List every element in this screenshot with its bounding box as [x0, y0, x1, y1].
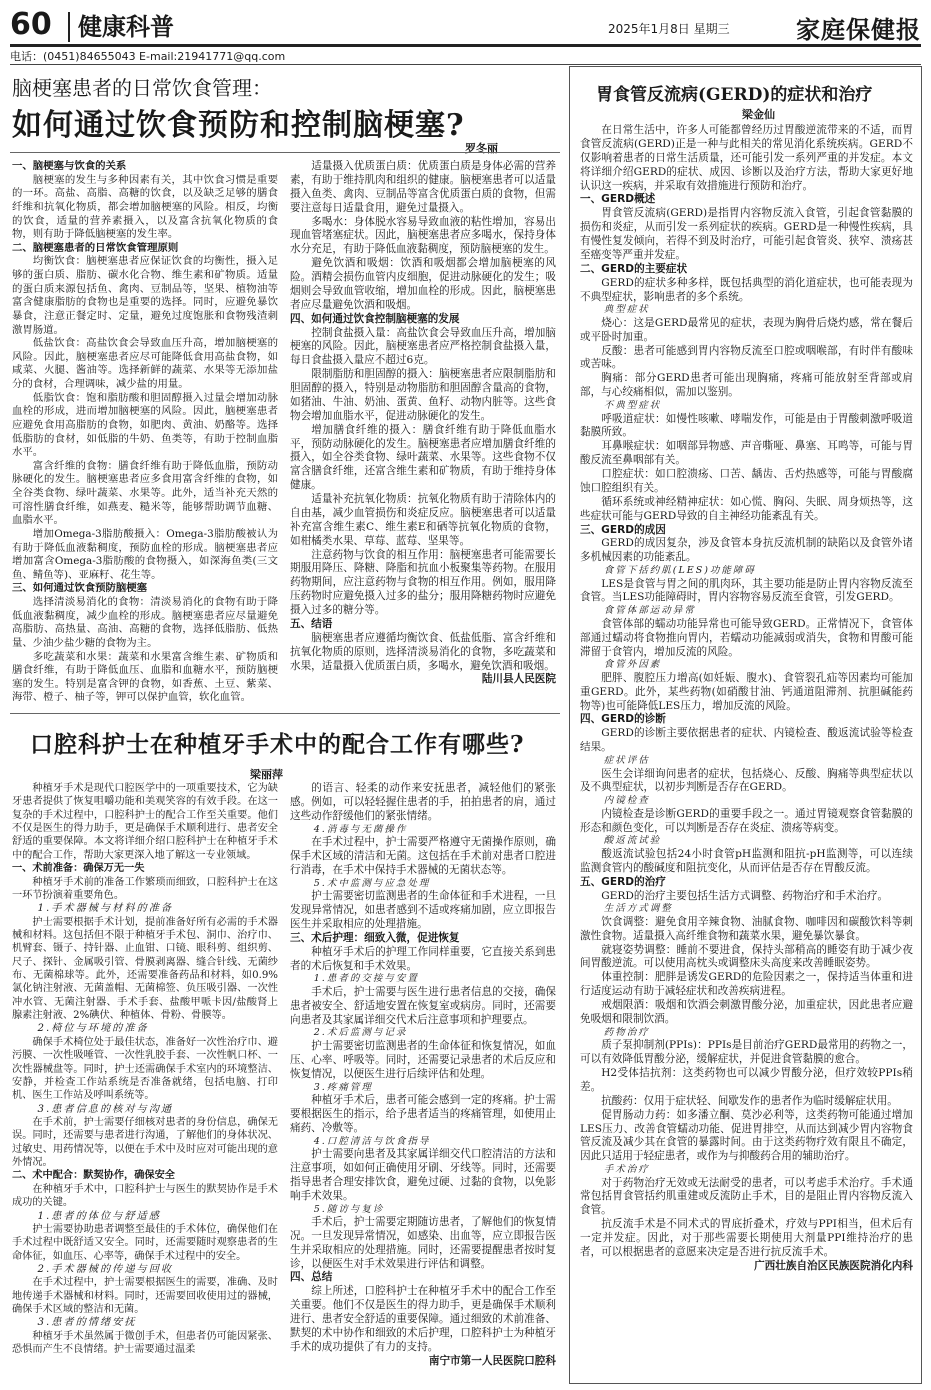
paragraph: 种植牙手术前的准备工作繁琐而细致，口腔科护士在这一环节扮演着重要角色。	[12, 876, 278, 901]
paragraph: 体重控制：肥胖是诱发GERD的危险因素之一，保持适当体重和进行适度运动有助于减轻症状和改善疾病进程。	[580, 971, 913, 998]
masthead-rule	[10, 44, 921, 47]
subsection-heading: 手术治疗	[603, 1164, 650, 1176]
subsection-heading: 2.手术器械的传递与回收	[37, 1263, 174, 1275]
subsection-heading: 酸返流试验	[603, 835, 662, 847]
paragraph: 在手术过程中，护士需要根据医生的需要，准确、及时地传递手术器械和材料。同时，还需要回收使用过的器械，确保手术区域的整洁和无菌。	[12, 1277, 278, 1316]
paragraph: 多喝水：身体脱水容易导致血液的粘性增加，容易出现血管堵塞症状。因此，脑梗塞患者应多喝水，保持身体水分充足，有助于降低血液黏稠度，预防脑梗塞的发生。	[290, 215, 556, 256]
issue-date: 2025年1月8日 星期三	[608, 22, 730, 36]
subsection-heading: 典型症状	[603, 304, 650, 316]
page-number: 60	[10, 7, 52, 42]
paragraph: GERD的成因复杂，涉及食管本身抗反流机制的缺陷以及食管外诸多机械因素的功能紊乱。	[580, 537, 913, 564]
paragraph: 在日常生活中，许多人可能都曾经历过胃酸逆流带来的不适，而胃食管反流病(GERD)正是一种与此相关的常见消化系统疾病。GERD不仅影响着患者的日常生活质量，还可能引发一系列严重的并发症。本文将详细介绍GERD的症状、成因、诊断以及治疗方法，帮助大家更好地认识这一疾病，并采取有效措施进行预防和治疗。	[580, 124, 913, 192]
paragraph: 适量摄入优质蛋白质：优质蛋白质是身体必需的营养素，有助于维持肌肉和组织的健康。脑梗塞患者可以适量摄入鱼类、禽肉、豆制品等富含优质蛋白质的食物，但需要注意每日适量食用，避免过量摄入。	[290, 160, 556, 214]
subsection-heading: 1.患者的交接与安置	[313, 973, 419, 985]
article1-column-1	[12, 160, 278, 708]
paragraph: 护士需要协助患者调整至最佳的手术体位，确保他们在手术过程中既舒适又安全。同时，还需要随时观察患者的生命体征，如血压、心率等，确保手术过程中的安全。	[12, 1223, 278, 1262]
paragraph: 呼吸道症状：如慢性咳嗽、哮喘发作，可能是由于胃酸刺激呼吸道黏膜所致。	[580, 412, 913, 439]
article1-kicker: 脑梗塞患者的日常饮食管理：	[12, 76, 272, 100]
paragraph: 护士需要根据手术计划，提前准备好所有必需的手术器械和材料。这包括但不限于种植牙手术包、洞巾、治疗巾、机臂套、镊子、持针器、止血钳、口镜、眼科剪、组织剪、尺子、探针、金属吸引管、骨膜剥离器、缝合针线、无菌纱布、无菌棉球等。此外，还需要准备药品和材料，如0.9%氯化钠注射液、无菌盖帽、无菌棉签、负压吸引器、一次性冲水管、无菌注射器、手术手套、盐酸甲哌卡因/盐酸肾上腺素注射液、2%碘伏、种植体、骨粉、骨膜等。	[12, 916, 278, 1022]
section-heading: 一、脑梗塞与饮食的关系	[12, 160, 127, 172]
paragraph: 促胃肠动力药：如多潘立酮、莫沙必利等，这类药物可能通过增加LES压力、改善食管蠕动功能、促进胃排空，从而达到减少胃内容物食管反流及减少其在食管的暴露时间。由于这类药物疗效有限且不确定，因此只适用于轻症患者，或作为与抑酸药合用的辅助治疗。	[580, 1108, 913, 1163]
paragraph: GERD的治疗主要包括生活方式调整、药物治疗和手术治疗。	[601, 889, 889, 902]
contact-line: 电话：(0451)84655043 E-mail:21941771@qq.com	[10, 50, 286, 63]
subsection-heading: 食管体部运动异常	[603, 605, 696, 617]
paragraph: 控制食盐摄入量：高盐饮食会导致血压升高，增加脑梗塞的风险。因此，脑梗塞患者应严格控制食盐摄入量，每日食盐摄入量应不超过6克。	[290, 326, 556, 367]
paragraph: 的语言、轻柔的动作来安抚患者，减轻他们的紧张感。例如，可以轻轻握住患者的手，拍拍患者的肩，通过这些动作舒缓他们的紧张情绪。	[290, 782, 556, 822]
paragraph: 耳鼻喉症状：如咽部异物感、声音嘶哑、鼻塞、耳鸣等，可能与胃酸反流至鼻咽部有关。	[580, 440, 913, 467]
section-heading: 三、如何通过饮食预防脑梗塞	[12, 582, 148, 595]
paragraph: 食管体部的蠕动功能异常也可能导致GERD。正常情况下，食管体部通过蠕动将食物推向胃内，若蠕动功能减弱或消失，食物和胃酸可能滞留于食管内，增加反流的风险。	[580, 617, 913, 658]
subsection-heading: 1.患者的体位与舒适感	[37, 1210, 161, 1222]
paragraph: 限制脂肪和胆固醇的摄入：脑梗塞患者应限制脂肪和胆固醇的摄入，特别是动物脂肪和胆固醇含量高的食物，如猪油、牛油、奶油、蛋黄、鱼籽、动物内脏等。这些食物会增加血脂水平，促进动脉硬化的发生。	[290, 368, 556, 422]
subsection-heading: 3.疼痛管理	[313, 1081, 373, 1093]
paragraph: 抗酸药：仅用于症状轻、间歇发作的患者作为临时缓解症状用。	[601, 1094, 898, 1107]
paragraph: 种植牙手术是现代口腔医学中的一项重要技术，它为缺牙患者提供了恢复咀嚼功能和美观笑容的有效手段。在这一复杂的手术过程中，口腔科护士的配合工作至关重要。他们不仅是医生的得力助手，更是确保手术顺利进行、患者安全舒适的重要保障。本文将详细介绍口腔科护士在种植牙手术中的配合工作，帮助大家更深入地了解这一专业领域。	[12, 783, 278, 861]
article2-title: 口腔科护士在种植牙手术中的配合工作有哪些?	[30, 731, 525, 758]
article2-column-2	[290, 782, 556, 1382]
paragraph: 戒烟限酒：吸烟和饮酒会刺激胃酸分泌，加重症状，因此患者应避免吸烟和限制饮酒。	[580, 999, 913, 1025]
paragraph: 口腔症状：如口腔溃疡、口苦、龋齿、舌灼热感等，可能与胃酸腐蚀口腔组织有关。	[580, 468, 913, 494]
subsection-heading: 内镜检查	[603, 795, 650, 807]
subsection-heading: 症状评估	[603, 755, 650, 767]
paragraph: 内镜检查是诊断GERD的重要手段之一。通过胃镜观察食管黏膜的形态和颜色变化，可以判断是否存在炎症、溃疡等病变。	[580, 807, 913, 834]
paragraph: 对于药物治疗无效或无法耐受的患者，可以考虑手术治疗。手术通常包括胃食管括约肌重建或反流防止手术，目的是阻止胃内容物反流入食管。	[580, 1176, 913, 1217]
section-heading: 一、GERD概述	[580, 193, 656, 206]
source-credit: 南宁市第一人民医院口腔科	[428, 1354, 556, 1367]
section-heading: 四、如何通过饮食控制脑梗塞的发展	[290, 312, 460, 325]
paragraph: GERD的症状多种多样，既包括典型的消化道症状，也可能表现为不典型症状，影响患者的多个系统。	[580, 276, 913, 303]
paragraph: 避免饮酒和吸烟：饮酒和吸烟都会增加脑梗塞的风险。酒精会损伤血管内皮细胞，促进动脉硬化的发生；吸烟则会导致血管收缩，增加血栓的形成。因此，脑梗塞患者应尽量避免饮酒和吸烟。	[290, 257, 556, 311]
paragraph: 增加膳食纤维的摄入：膳食纤维有助于降低血脂水平，预防动脉硬化的发生。脑梗塞患者应增加膳食纤维的摄入，如全谷类食物、绿叶蔬菜、水果等。这些食物不仅富含膳食纤维，还富含维生素和矿物质，有助于维持身体健康。	[290, 423, 556, 492]
contact-rule	[10, 64, 921, 65]
article3-author: 梁金仙	[742, 108, 775, 121]
source-credit: 陆川县人民医院	[481, 673, 556, 686]
paragraph: 在种植牙手术中，口腔科护士与医生的默契协作是手术成功的关键。	[12, 1183, 278, 1209]
paragraph: 注意药物与饮食的相互作用：脑梗塞患者可能需要长期服用降压、降糖、降脂和抗血小板聚集等药物。在服用药物期间，应注意药物与食物的相互作用。例如，服用降压药物时应避免摄入过多的盐分；服用降糖药物时应避免摄入过多的糖分等。	[290, 548, 556, 616]
paragraph: 低脂饮食：饱和脂肪酸和胆固醇摄入过量会增加动脉血栓的形成，进而增加脑梗塞的风险。因此，脑梗塞患者应避免食用高脂肪的食物，如肥肉、黄油、奶酪等。选择低脂肪的食材，如低脂的牛奶、鱼类等，有助于控制血脂水平。	[12, 391, 278, 459]
source-credit: 广西壮族自治区民族医院消化内科	[754, 1259, 913, 1272]
paragraph: 医生会详细询问患者的症状，包括烧心、反酸、胸痛等典型症状以及不典型症状，以初步判断是否存在GERD。	[580, 767, 913, 794]
article2-column-1	[12, 782, 278, 1382]
article1-author: 罗冬丽	[465, 142, 498, 155]
paragraph: 反酸：患者可能感到胃内容物反流至口腔或咽喉部，有时伴有酸味或苦味。	[580, 344, 913, 371]
paragraph: 低盐饮食：高盐饮食会导致血压升高，增加脑梗塞的风险。因此，脑梗塞患者应尽可能降低食用高盐食物，如咸菜、火腿、酱油等。选择新鲜的蔬菜、水果等无添加盐分的食材，合理调味，减少盐的用量。	[12, 337, 278, 390]
paragraph: 烧心：这是GERD最常见的症状，表现为胸骨后烧灼感，常在餐后或平卧时加重。	[580, 316, 913, 343]
paragraph: 脑梗塞的发生与多种因素有关，其中饮食习惯是重要的一环。高盐、高脂、高糖的饮食，以及缺乏足够的膳食纤维和抗氧化物质，都会增加脑梗塞的风险。相反，均衡的饮食，适量的营养素摄入，以及富含抗氧化物质的食物，则有助于降低脑梗塞的发生率。	[12, 173, 278, 241]
section-heading: 五、结语	[290, 617, 333, 630]
paragraph: 胸痛：部分GERD患者可能出现胸痛，疼痛可能放射至背部或肩部，与心绞痛相似，需加以鉴别。	[580, 372, 913, 399]
subsection-heading: 不典型症状	[603, 400, 662, 412]
paragraph: 循环系统或神经精神症状：如心慌、胸闷、失眠、周身烦热等，这些症状可能与GERD导致的自主神经功能紊乱有关。	[580, 495, 913, 522]
article2-rule	[10, 713, 560, 714]
subsection-heading: 5.随访与复诊	[313, 1203, 385, 1215]
paragraph: 手术后，护士需要与医生进行患者信息的交接，确保患者被安全、舒适地安置在恢复室或病房。同时，还需要向患者及其家属详细交代术后注意事项和护理要点。	[290, 985, 556, 1026]
paragraph: 均衡饮食：脑梗塞患者应保证饮食的均衡性，摄入足够的蛋白质、脂肪、碳水化合物、维生素和矿物质。适量的蛋白质来源包括鱼、禽肉、豆制品等，坚果、植物油等富含健康脂肪的食物也是重要的选择。同时，应避免暴饮暴食，注意正餐定时、定量，避免过度饱胀和食物残渣刺激胃肠道。	[12, 255, 278, 336]
paragraph: 护士需要向患者及其家属详细交代口腔清洁的方法和注意事项，如如何正确使用牙刷、牙线等。同时，还需要指导患者合理安排饮食，避免过硬、过黏的食物，以免影响手术效果。	[290, 1148, 556, 1202]
subsection-heading: 4.消毒与无菌操作	[313, 823, 408, 835]
section-heading: 三、术后护理：细致入微，促进恢复	[290, 931, 460, 944]
paragraph: GERD的诊断主要依据患者的症状、内镜检查、酸返流试验等检查结果。	[580, 727, 913, 754]
section-heading: 二、术中配合：默契协作，确保安全	[12, 1170, 175, 1182]
paragraph: 护士需要密切监测患者的生命体征和手术进程，一旦发现异常情况，如患者感到不适或疼痛加剧，应立即报告医生并采取相应的处理措施。	[290, 890, 556, 930]
paragraph: 种植牙手术后的护理工作同样重要，它直接关系到患者的术后恢复和手术效果。	[290, 945, 556, 972]
article2-author: 梁丽萍	[250, 768, 283, 781]
paragraph: 综上所述，口腔科护士在种植牙手术中的配合工作至关重要。他们不仅是医生的得力助手，更是确保手术顺利进行、患者安全舒适的重要保障。通过细致的术前准备、默契的术中协作和细致的术后护理，口腔科护士为种植牙手术的成功提供了有力的支持。	[290, 1285, 556, 1353]
section-heading: 二、GERD的主要症状	[580, 262, 688, 275]
paragraph: 多吃蔬菜和水果：蔬菜和水果富含维生素、矿物质和膳食纤维，有助于降低血压、血脂和血糖水平，预防脑梗塞的发生。特别是富含钾的食物，如香蕉、土豆、紫菜、海带、橙子、柚子等，钾可以保护血管，软化血管。	[12, 650, 278, 704]
paragraph: 质子泵抑制剂(PPIs)：PPIs是目前治疗GERD最常用的药物之一，可以有效降低胃酸分泌，缓解症状，并促进食管黏膜的愈合。	[580, 1039, 913, 1066]
paragraph: 在手术前，护士需要仔细核对患者的身份信息，确保无误。同时，还需要与患者进行沟通，了解他们的身体状况、过敏史、用药情况等，以便在手术中及时应对可能出现的意外情况。	[12, 1116, 278, 1169]
article1-rule	[10, 152, 560, 153]
subsection-heading: 1.手术器械与材料的准备	[37, 903, 174, 915]
newspaper-name: 家庭保健报	[796, 15, 921, 44]
paragraph: 饮食调整：避免食用辛辣食物、油腻食物、咖啡因和碳酸饮料等刺激性食物。适量摄入高纤维食物和蔬菜水果，避免暴饮暴食。	[580, 915, 913, 942]
paragraph: 脑梗塞患者应遵循均衡饮食、低盐低脂、富含纤维和抗氧化物质的原则，选择清淡易消化的食物，多吃蔬菜和水果，适量摄入优质蛋白质，多喝水，避免饮酒和吸烟。	[290, 631, 556, 672]
section-heading: 五、GERD的治疗	[580, 875, 666, 888]
article1-title: 如何通过饮食预防和控制脑梗塞?	[12, 108, 465, 143]
paragraph: 护士需要密切监测患者的生命体征和恢复情况，如血压、心率、呼吸等。同时，还需要记录患者的术后反应和恢复情况，以便医生进行后续评估和处理。	[290, 1039, 556, 1080]
paragraph: 手术后，护士需要定期随访患者，了解他们的恢复情况。一旦发现异常情况，如感染、出血等，应立即报告医生并采取相应的处理措施。同时，还需要提醒患者按时复诊，以便医生对手术效果进行评估和调整。	[290, 1215, 556, 1270]
article3-title: 胃食管反流病(GERD)的症状和治疗	[596, 85, 873, 105]
paragraph: 种植牙手术后，患者可能会感到一定的疼痛。护士需要根据医生的指示，给予患者适当的疼痛管理，如使用止痛药、冷敷等。	[290, 1093, 556, 1134]
subsection-heading: 5.术中监测与应急处理	[313, 877, 431, 889]
paragraph: 就寝姿势调整：睡前不要进食，保持头部稍高的睡姿有助于减少夜间胃酸逆流。可以使用高枕头或调整床头高度来改善睡眠姿势。	[580, 943, 913, 970]
section-heading: 一、术前准备：确保万无一失	[12, 863, 145, 875]
paragraph: 胃食管反流病(GERD)是指胃内容物反流入食管，引起食管黏膜的损伤和炎症，从而引发一系列症状的疾病。GERD是一种慢性疾病，具有慢性复发倾向，若得不到及时治疗，可能引起食管炎、狭窄、溃疡甚至癌变等严重并发症。	[580, 207, 913, 261]
subsection-heading: 生活方式调整	[603, 903, 673, 915]
subsection-heading: 2.椅位与环境的准备	[37, 1023, 149, 1035]
paragraph: 适量补充抗氧化物质：抗氧化物质有助于清除体内的自由基，减少血管损伤和炎症反应。脑梗塞患者可以适量补充富含维生素C、维生素E和硒等抗氧化物质的食物，如柑橘类水果、草莓、蓝莓、坚果等。	[290, 493, 556, 547]
paragraph: H2受体拮抗剂：这类药物也可以减少胃酸分泌，但疗效较PPIs稍差。	[580, 1067, 913, 1093]
subsection-heading: 3.患者信息的核对与沟通	[37, 1103, 174, 1115]
paragraph: 富含纤维的食物：膳食纤维有助于降低血脂，预防动脉硬化的发生。脑梗塞患者应多食用富含纤维的食物，如全谷类食物、绿叶蔬菜、水果等。此外，适当补充天然的可溶性膳食纤维，如燕麦、糙米等，能够帮助调节血糖、血脂水平。	[12, 459, 278, 527]
paragraph: 种植牙手术虽然属于微创手术，但患者仍可能因紧张、恐惧而产生不良情绪。护士需要通过温柔	[12, 1330, 278, 1356]
subsection-heading: 2.术后监测与记录	[313, 1027, 408, 1039]
section-name: 健康科普	[68, 12, 174, 42]
article3-column	[580, 124, 913, 1378]
paragraph: 增加Omega-3脂肪酸摄入：Omega-3脂肪酸被认为有助于降低血液黏稠度，预防血栓的形成。脑梗塞患者应增加富含Omega-3脂肪酸的食物摄入，如深海鱼类(三文鱼、鲭鱼等)、亚麻籽、花生等。	[12, 527, 278, 581]
section-heading: 四、总结	[290, 1271, 333, 1284]
subsection-heading: 4.口腔清洁与饮食指导	[313, 1135, 431, 1147]
paragraph: 抗反流手术是不同术式的胃底折叠术，疗效与PPI相当，但术后有一定并发症。因此，对于那些需要长期使用大剂量PPI维持治疗的患者，可以根据患者的意愿来决定是否进行抗反流手术。	[580, 1218, 913, 1258]
paragraph: LES是食管与胃之间的肌肉环，其主要功能是防止胃内容物反流至食管。当LES功能障碍时，胃内容物容易反流至食管，引发GERD。	[580, 577, 913, 604]
paragraph: 确保手术椅位处于最佳状态，准备好一次性治疗巾、避污膜、一次性吸唾管、一次性乳胶手套、一次性帆口杯、一次性器械盘等。同时，护士还需确保手术室内的环境整洁、安静，并检查工作站系统是否准备就绪，包括电脑、打印机、医生工作站及呼叫系统等。	[12, 1036, 278, 1102]
paragraph: 选择清淡易消化的食物：清淡易消化的食物有助于降低血液黏稠度，减少血栓的形成。脑梗塞患者应尽量避免高脂肪、高热量、高油、高糖的食物，选择低脂肪、低热量、少油少盐少糖的食物为主。	[12, 596, 278, 649]
subsection-heading: 食管外因素	[603, 659, 662, 671]
masthead	[10, 8, 921, 44]
subsection-heading: 食管下括约肌(LES)功能障碍	[603, 565, 756, 577]
section-heading: 四、GERD的诊断	[580, 713, 666, 726]
section-heading: 三、GERD的成因	[580, 523, 666, 536]
paragraph: 酸返流试验包括24小时食管pH监测和阻抗-pH监测等，可以连续监测食管内的酸碱度和阻抗变化，从而评估是否存在胃酸反流。	[580, 847, 913, 874]
paragraph: 在手术过程中，护士需要严格遵守无菌操作原则，确保手术区域的清洁和无菌。这包括在手术前对患者口腔进行消毒，在手术中保持手术器械的无菌状态等。	[290, 836, 556, 876]
subsection-heading: 药物治疗	[603, 1026, 650, 1038]
paragraph: 肥胖、腹腔压力增高(如妊娠、腹水)、食管裂孔疝等因素均可能加重GERD。此外，某些药物(如硝酸甘油、钙通道阻滞剂、抗胆碱能药物等)也可能降低LES压力，增加反流的风险。	[580, 671, 913, 712]
section-heading: 二、脑梗塞患者的日常饮食管理原则	[12, 241, 179, 254]
article1-column-2	[290, 160, 556, 708]
subsection-heading: 3.患者的情绪安抚	[37, 1317, 137, 1329]
